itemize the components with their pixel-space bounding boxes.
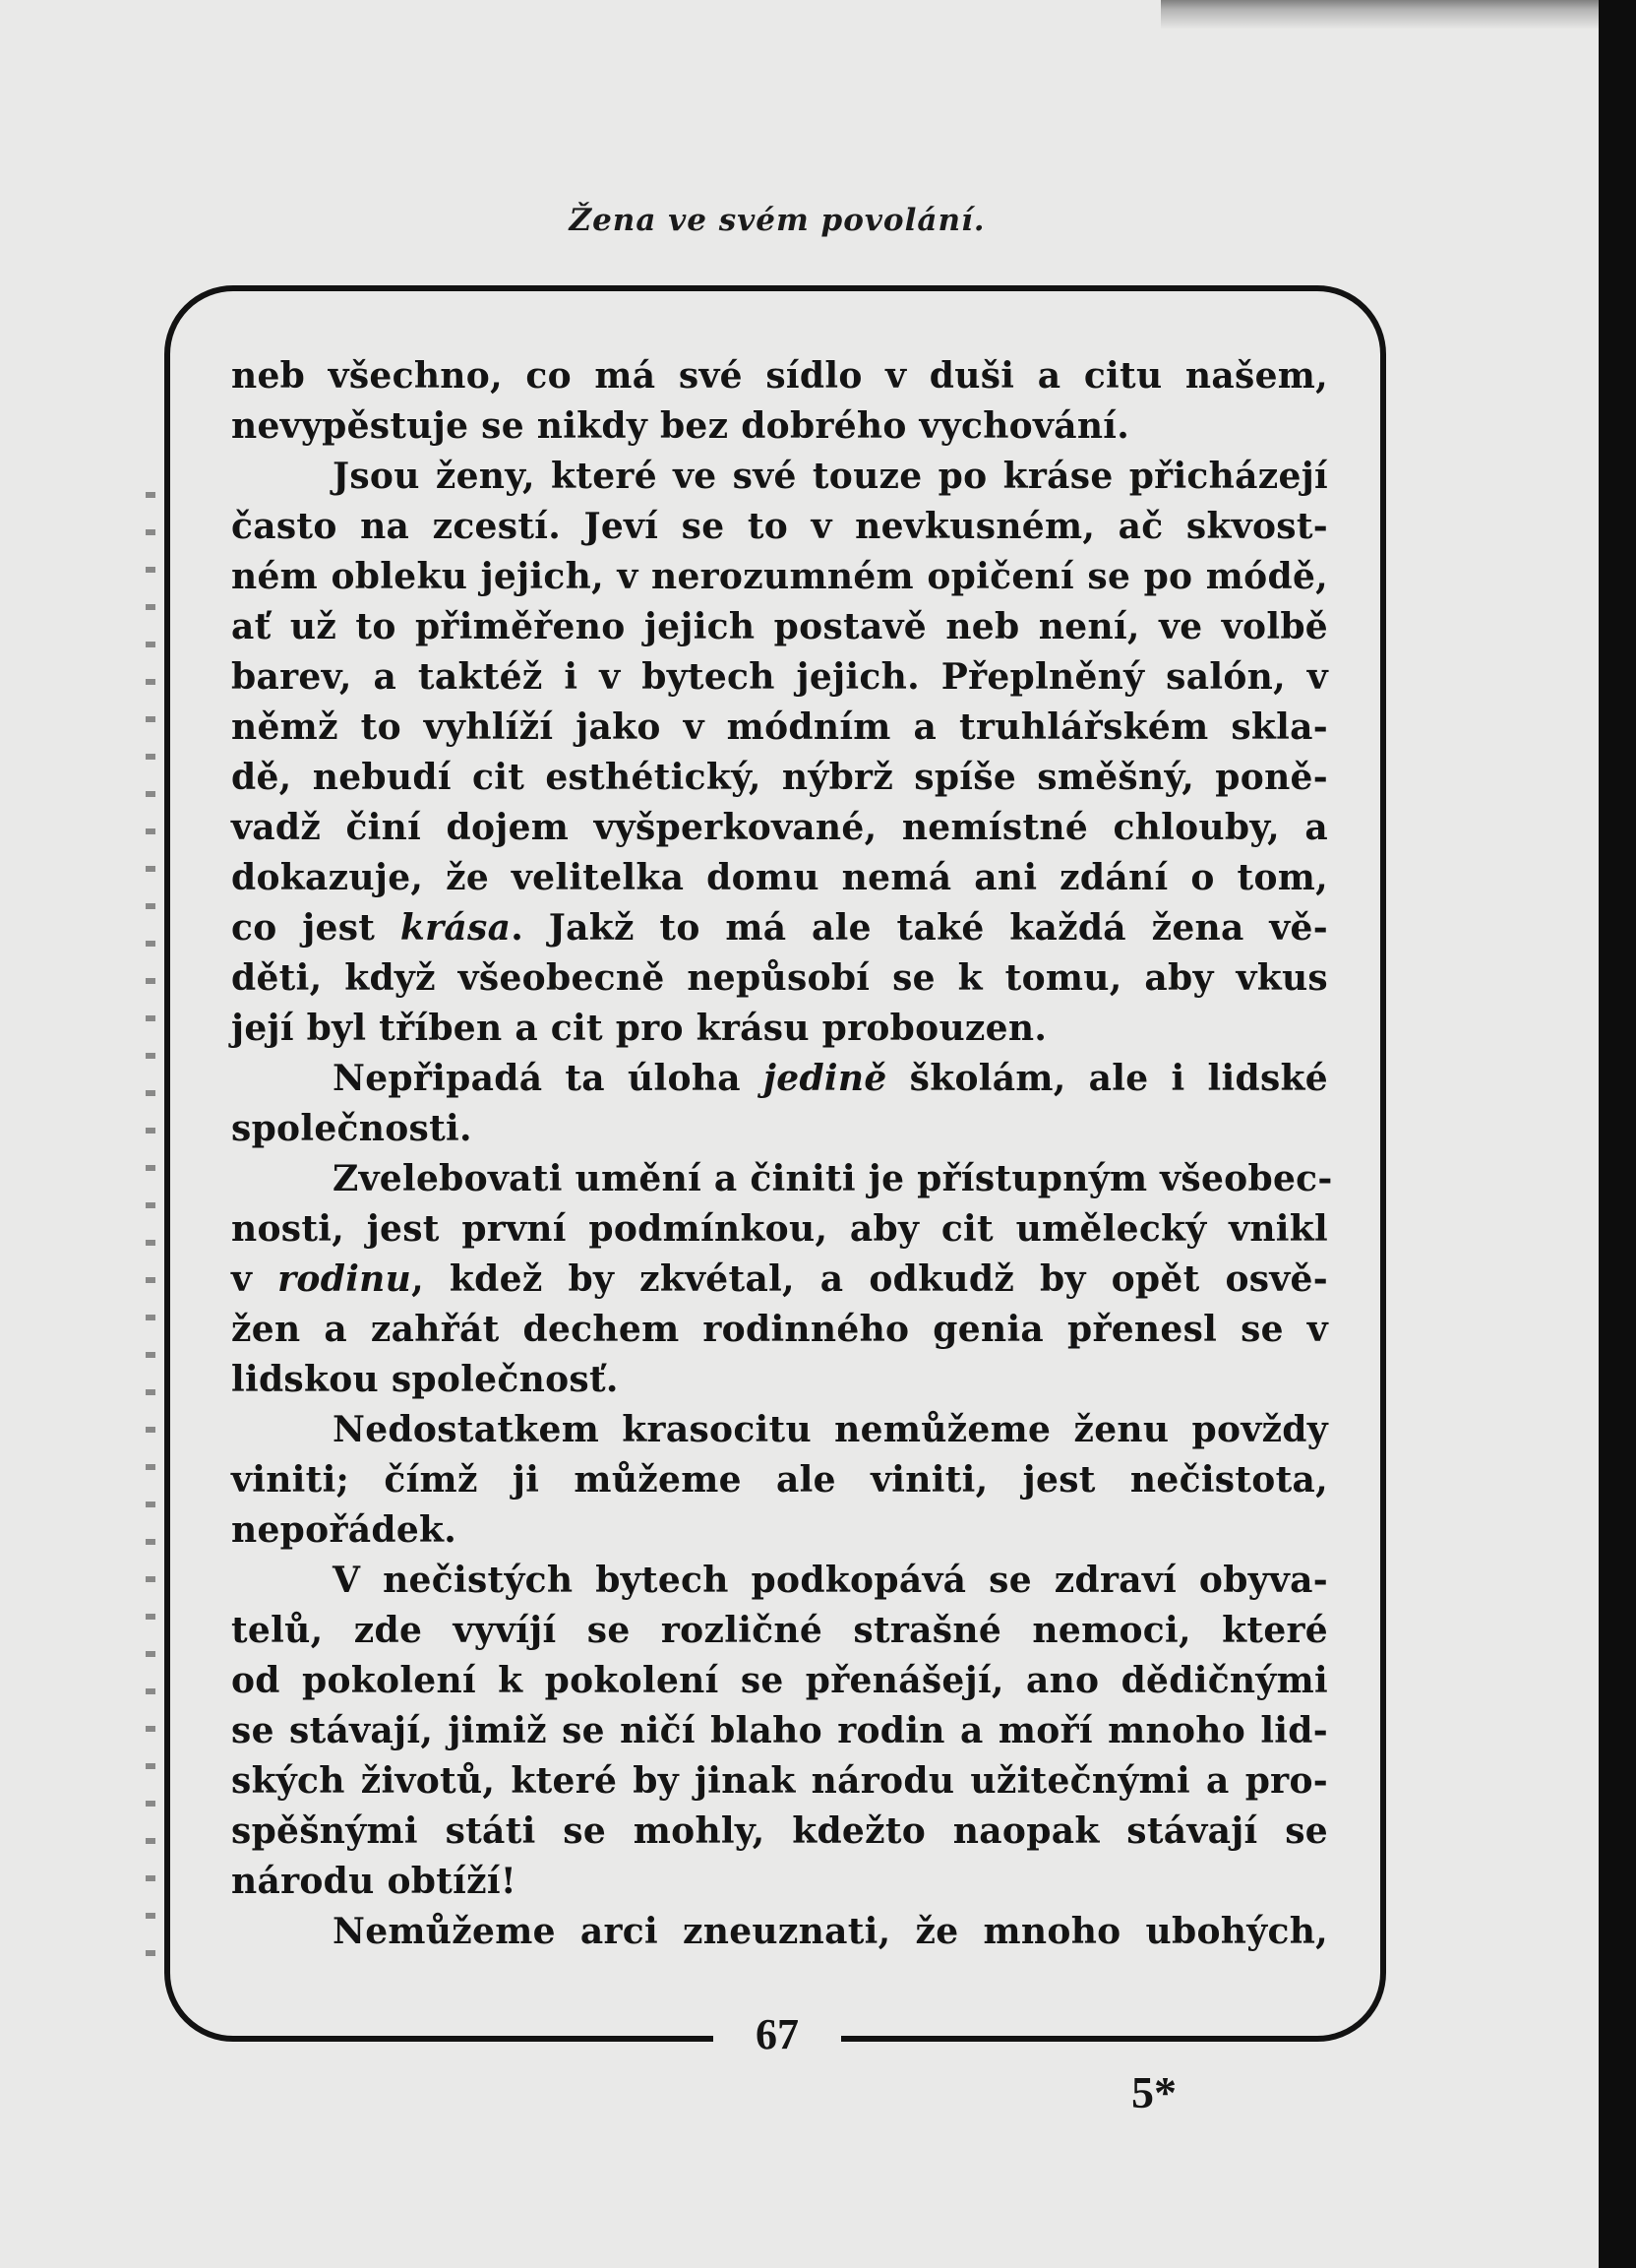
page-number: 67 <box>713 1995 841 2074</box>
text-line: nevypěstuje se nikdy bez dobrého vychování. <box>231 405 1130 447</box>
text-line: němž to vyhlíží jako v módním a truhlářském skla- <box>231 706 1328 748</box>
binding-marks <box>146 492 155 1968</box>
text-line: Nepřipadá ta úloha jedině školám, ale i lidské <box>333 1058 1328 1099</box>
text-line: Zvelebovati umění a činiti je přístupným všeobec- <box>333 1158 1333 1199</box>
text-line: děti, když všeobecně nepůsobí se k tomu, aby vkus <box>231 957 1328 999</box>
text-line: její byl tříben a cit pro krásu probouzen. <box>231 1008 1048 1049</box>
text-line: lidskou společnosť. <box>231 1359 619 1400</box>
signature-mark: 5* <box>1131 2067 1177 2117</box>
text-line: od pokolení k pokolení se přenášejí, ano dědičnými <box>231 1660 1328 1701</box>
text-line: ať už to přiměřeno jejich postavě neb není, ve volbě <box>231 606 1328 647</box>
text-line: Nemůžeme arci zneuznati, že mnoho ubohých, <box>333 1911 1328 1952</box>
emphasis: krása <box>399 907 512 949</box>
text-line: ských životů, které by jinak národu užitečnými a pro- <box>231 1760 1328 1802</box>
text-line: co jest krása. Jakž to má ale také každá žena vě- <box>231 907 1328 949</box>
text-line: viniti; čímž ji můžeme ale viniti, jest nečistota, <box>231 1459 1328 1501</box>
text-line: V nečistých bytech podkopává se zdraví obyva- <box>333 1560 1328 1601</box>
text-line: neb všechno, co má své sídlo v duši a citu našem, <box>231 355 1328 397</box>
text-line: dě, nebudí cit esthétický, nýbrž spíše směšný, poně- <box>231 757 1328 798</box>
text-line: společnosti. <box>231 1108 472 1149</box>
body-text <box>231 351 1333 1957</box>
emphasis: rodinu <box>277 1258 412 1300</box>
text-line: nepořádek. <box>231 1509 457 1551</box>
text-line: dokazuje, že velitelka domu nemá ani zdání o tom, <box>231 857 1328 898</box>
text-line: žen a zahřát dechem rodinného genia přenesl se v <box>231 1309 1328 1350</box>
text-line: ném obleku jejich, v nerozumném opičení se po módě, <box>231 556 1328 597</box>
text-line: barev, a taktéž i v bytech jejich. Přeplněný salón, v <box>231 656 1328 698</box>
running-head: Žena ve svém povolání. <box>569 203 986 238</box>
text-line: často na zcestí. Jeví se to v nevkusném, ač skvost- <box>231 506 1328 547</box>
text-line: Nedostatkem krasocitu nemůžeme ženu povždy <box>333 1409 1328 1450</box>
text-line: Jsou ženy, které ve své touze po kráse přicházejí <box>333 456 1328 497</box>
text-line: národu obtíží! <box>231 1861 516 1902</box>
emphasis: jedině <box>762 1058 887 1099</box>
text-line: telů, zde vyvíjí se rozličné strašné nemoci, které <box>231 1610 1328 1651</box>
scan-edge <box>1599 0 1636 2268</box>
text-line: nosti, jest první podmínkou, aby cit umělecký vnikl <box>231 1208 1328 1250</box>
text-line: v rodinu, kdež by zkvétal, a odkudž by opět osvě- <box>231 1258 1328 1300</box>
text-line: se stávají, jimiž se ničí blaho rodin a moří mnoho lid- <box>231 1710 1328 1751</box>
text-line: vadž činí dojem vyšperkované, nemístné chlouby, a <box>231 807 1328 848</box>
scan-noise <box>1161 0 1599 30</box>
text-line: spěšnými státi se mohly, kdežto naopak stávají se <box>231 1810 1328 1852</box>
